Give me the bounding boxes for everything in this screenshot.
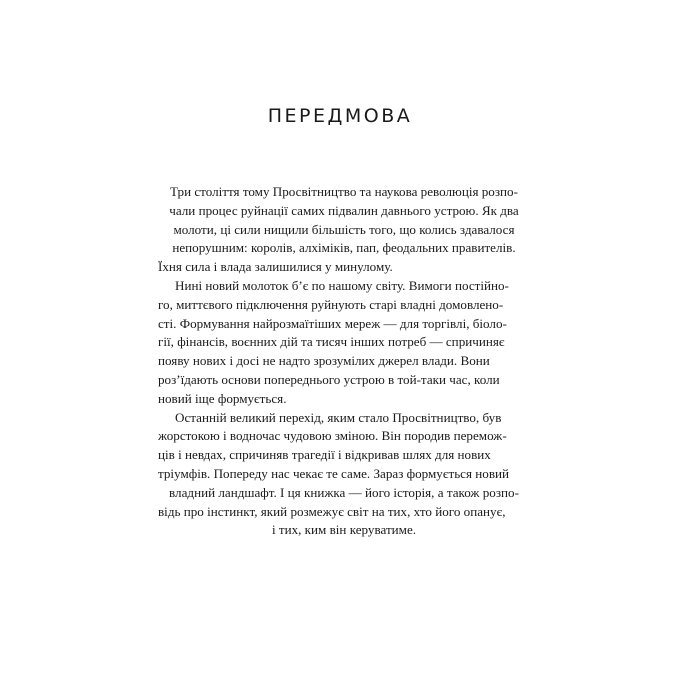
text-line: і тих, ким він керуватиме. [271,522,417,538]
text-line: Їхня сила і влада залишилися у минулому. [158,259,393,275]
text-line: Три століття тому Просвітництво та наукова революція розпо- [170,184,518,199]
text-line: Нині новий молоток б’є по нашому світу. Вимоги постійно- [175,277,509,293]
paragraph-1 [158,183,530,277]
text-line: ців і невдах, спричиняв трагедії і відкривав шлях для нових [158,447,491,463]
text-line: гії, фінансів, воєнних дій та тисяч інших потреб — спричиняє [158,334,505,350]
paragraph-3 [158,409,530,541]
text-line: чали процес руйнації самих підвалин давнього устрою. Як два [169,202,519,218]
text-line: непорушним: королів, алхіміків, пап, феодальних правителів. [172,240,516,256]
text-line: Останній великий перехід, яким стало Просвітництво, був [175,409,502,425]
text-line: сті. Формування найрозмаїтіших мереж — для торгівлі, біоло- [158,315,507,331]
text-line: появу нових і досі не надто зрозумілих джерел влади. Вони [158,353,490,369]
text-line: го, миттєвого підключення руйнують старі владні домовлено- [158,296,504,312]
paragraph-2 [158,277,530,409]
text-line: роз’їдають основи попереднього устрою в той-таки час, коли [158,371,500,387]
text-line: новий іще формується. [158,390,287,406]
text-line: відь про інстинкт, який розмежує світ на тих, хто його опанує, [158,503,506,519]
preface-text [158,183,530,540]
text-line: тріумфів. Попереду нас чекає те саме. Зараз формується новий [158,465,510,481]
page-title: ПЕРЕДМОВА [267,104,413,127]
text-line: молоти, ці сили нищили більшість того, що колись здавалося [173,221,515,237]
text-line: жорстокою і водночас чудовою зміною. Він породив перемож- [158,428,507,444]
text-line: владний ландшафт. І ця книжка — його історія, а також розпо- [169,484,519,500]
